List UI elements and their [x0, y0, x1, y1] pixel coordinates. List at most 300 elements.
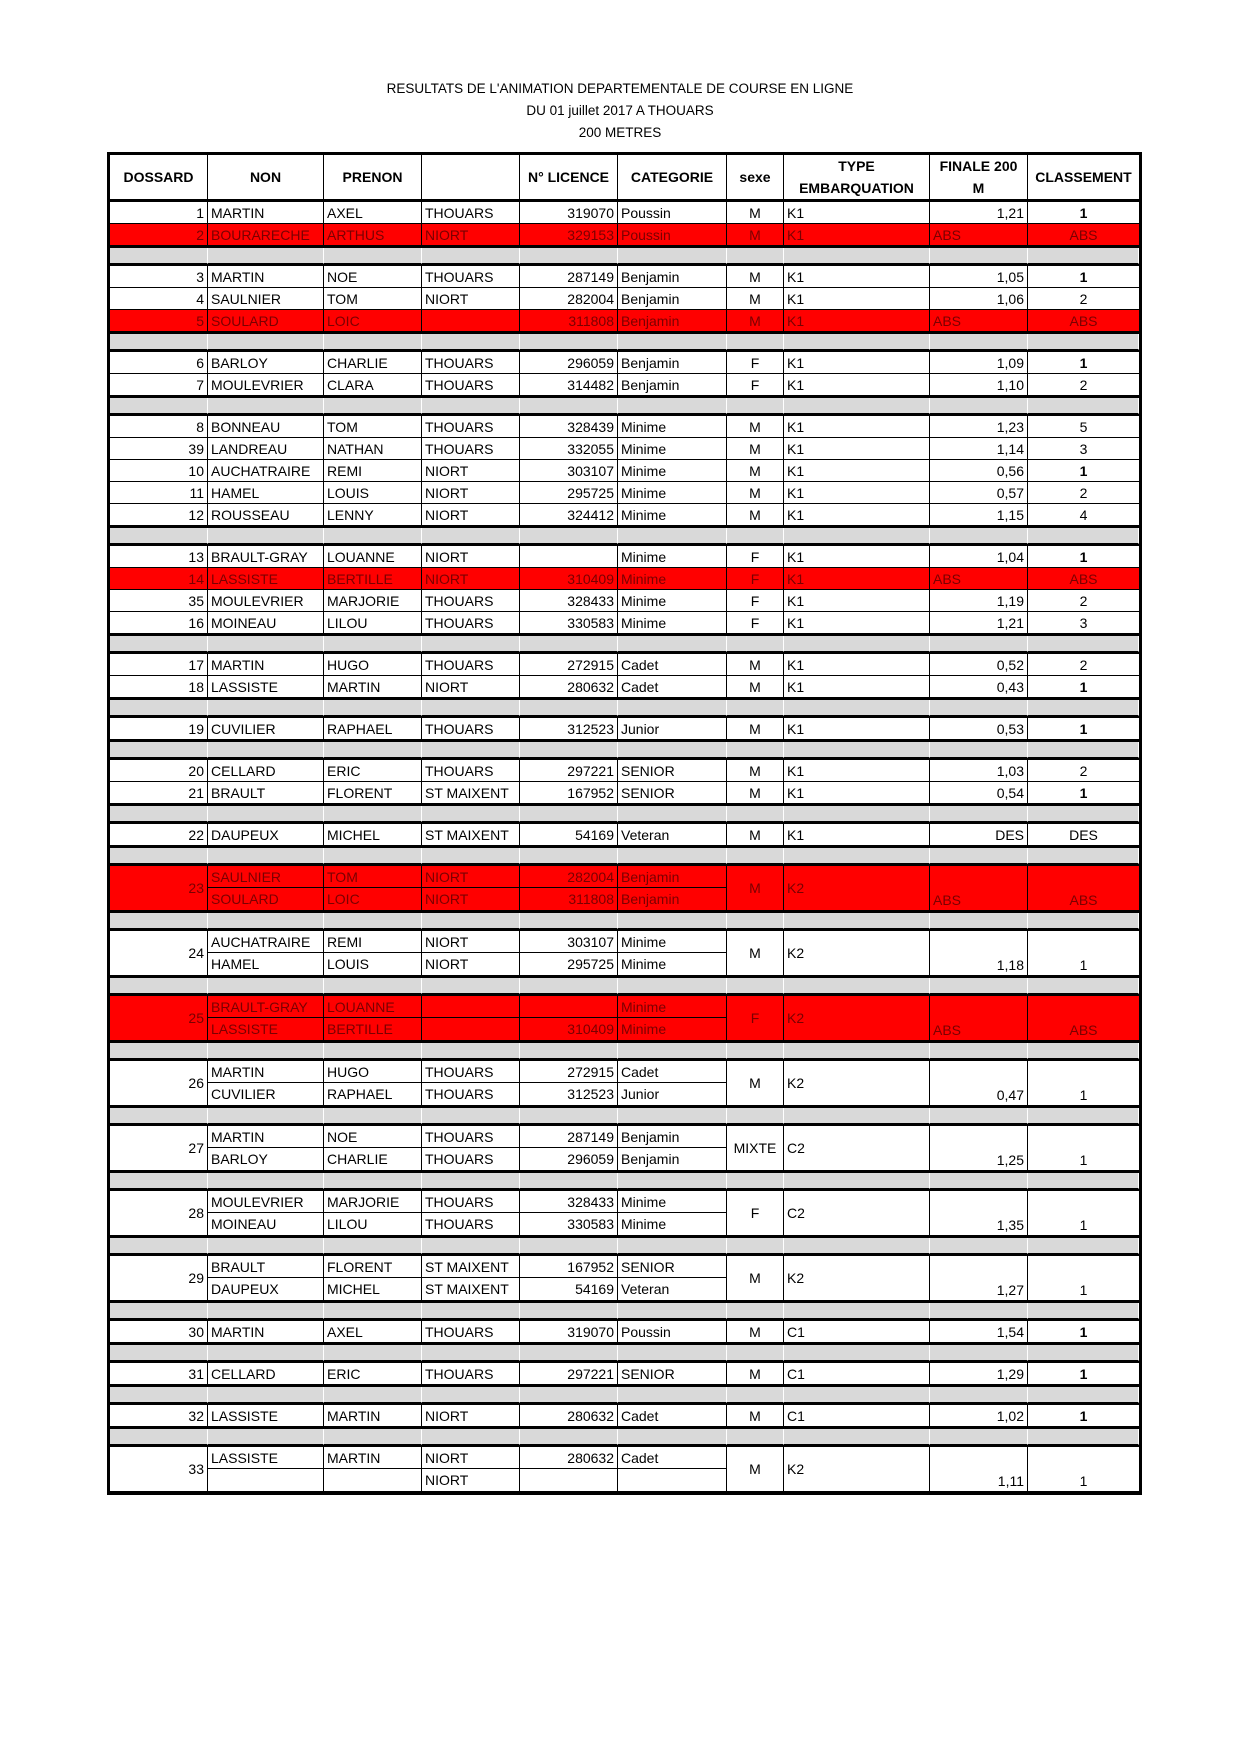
separator-cell — [930, 1108, 1028, 1124]
classement-cell: ABS — [1028, 224, 1139, 246]
sexe-cell: F — [727, 374, 784, 396]
type-cell: K1 — [784, 202, 930, 224]
sexe-cell: M — [727, 202, 784, 224]
separator-cell — [727, 913, 784, 929]
classement-cell: ABS — [1028, 310, 1139, 332]
separator-cell — [930, 978, 1028, 994]
separator-cell — [727, 1429, 784, 1445]
nom-cell: SAULNIER — [208, 288, 324, 310]
separator-cell — [422, 1345, 520, 1361]
categorie-cell: Minime — [618, 504, 727, 526]
nom-cell: LASSISTE — [208, 676, 324, 698]
prenom-cell: LOUANNE — [324, 546, 422, 568]
categorie-cell — [618, 1469, 726, 1491]
club-cell: THOUARS — [422, 718, 520, 740]
separator-cell — [422, 398, 520, 414]
club-cell: NIORT — [425, 891, 469, 907]
nom-cell: MARTIN — [208, 266, 324, 288]
licence-cell: 54169 — [575, 1281, 614, 1297]
temps-cell: 0,53 — [930, 718, 1028, 740]
sexe-cell: M — [727, 760, 784, 782]
temps-cell: ABS — [930, 310, 1028, 332]
sexe-cell: M — [727, 1447, 784, 1491]
separator-cell — [422, 848, 520, 864]
separator-cell — [110, 1387, 208, 1403]
separator-cell — [1028, 248, 1139, 264]
type-cell: K2 — [784, 1061, 930, 1105]
categorie-cell: Benjamin — [618, 1126, 726, 1148]
separator-cell — [520, 1173, 618, 1189]
nom-cell: CUVILIER — [208, 718, 324, 740]
crew-column — [520, 1447, 618, 1491]
classement-cell: 1 — [1028, 460, 1139, 482]
sexe-cell: M — [727, 1256, 784, 1300]
prenom-cell: MARJORIE — [324, 1191, 421, 1213]
separator-cell — [618, 528, 727, 544]
separator-cell — [930, 742, 1028, 758]
separator-cell — [110, 700, 208, 716]
table-row — [110, 1321, 1139, 1343]
licence-cell: 314482 — [520, 374, 618, 396]
separator-cell — [324, 1303, 422, 1319]
separator-row — [110, 1106, 1139, 1126]
licence-cell: 310409 — [567, 1021, 614, 1037]
licence-cell — [520, 1469, 617, 1491]
prenom-cell: ERIC — [324, 1363, 422, 1385]
nom-cell — [208, 1469, 323, 1491]
prenom-cell: REMI — [324, 460, 422, 482]
sexe-cell: F — [727, 1191, 784, 1235]
separator-row — [110, 1385, 1139, 1405]
header-categorie: CATEGORIE — [618, 155, 727, 200]
club-cell — [422, 310, 520, 332]
separator-cell — [784, 1429, 930, 1445]
categorie-cell: Minime — [621, 1216, 667, 1232]
separator-row — [110, 804, 1139, 824]
separator-cell — [784, 1238, 930, 1254]
categorie-cell: SENIOR — [618, 1363, 727, 1385]
type-cell: K1 — [784, 460, 930, 482]
separator-row — [110, 1041, 1139, 1061]
temps-cell: 0,52 — [930, 654, 1028, 676]
classement-cell: 1 — [1028, 546, 1139, 568]
separator-row — [110, 396, 1139, 416]
classement-cell: 1 — [1028, 676, 1139, 698]
categorie-cell: Minime — [618, 546, 727, 568]
table-row — [110, 568, 1139, 590]
sexe-cell: M — [727, 782, 784, 804]
prenom-cell: TOM — [324, 288, 422, 310]
classement-cell: 3 — [1028, 612, 1139, 634]
categorie-cell: Minime — [618, 438, 727, 460]
nom-cell: MOULEVRIER — [208, 374, 324, 396]
categorie-cell: Minime — [618, 1191, 726, 1213]
temps-cell: 1,10 — [930, 374, 1028, 396]
separator-cell — [618, 1303, 727, 1319]
prenom-cell: NATHAN — [324, 438, 422, 460]
separator-cell — [1028, 1387, 1139, 1403]
separator-cell — [422, 978, 520, 994]
separator-cell — [784, 1303, 930, 1319]
separator-cell — [784, 913, 930, 929]
dossard-cell: 25 — [110, 996, 208, 1040]
crew-column — [324, 1061, 422, 1105]
crew-column — [618, 1256, 727, 1300]
classement-cell: 2 — [1028, 760, 1139, 782]
results-table — [107, 152, 1142, 1495]
licence-cell: 311808 — [520, 310, 618, 332]
separator-cell — [784, 700, 930, 716]
prenom-cell — [324, 1469, 421, 1491]
club-cell: THOUARS — [422, 352, 520, 374]
separator-cell — [1028, 1043, 1139, 1059]
crew-column — [618, 931, 727, 975]
crew-column — [422, 1061, 520, 1105]
crew-column — [618, 1447, 727, 1491]
crew-block — [110, 1447, 1139, 1492]
type-cell: K2 — [784, 931, 930, 975]
type-cell: K2 — [784, 996, 930, 1040]
prenom-cell: LOIC — [324, 310, 422, 332]
classement-cell: ABS — [1069, 892, 1098, 908]
separator-cell — [208, 806, 324, 822]
separator-cell — [110, 1345, 208, 1361]
prenom-cell: LOUIS — [324, 482, 422, 504]
club-cell: NIORT — [422, 568, 520, 590]
type-cell: K2 — [784, 866, 930, 910]
separator-cell — [422, 1173, 520, 1189]
sexe-cell: M — [727, 931, 784, 975]
prenom-cell: LOUANNE — [324, 996, 421, 1018]
type-cell: K1 — [784, 568, 930, 590]
nom-cell: CUVILIER — [211, 1086, 276, 1102]
separator-cell — [784, 398, 930, 414]
separator-cell — [727, 248, 784, 264]
sexe-cell: M — [727, 1061, 784, 1105]
type-cell: K1 — [784, 266, 930, 288]
nom-cell: MOULEVRIER — [208, 590, 324, 612]
dossard-cell: 12 — [110, 504, 208, 526]
separator-cell — [110, 528, 208, 544]
separator-row — [110, 911, 1139, 931]
temps-cell: 1,21 — [930, 612, 1028, 634]
separator-row — [110, 634, 1139, 654]
club-cell: THOUARS — [422, 760, 520, 782]
separator-cell — [208, 1238, 324, 1254]
categorie-cell: Benjamin — [618, 266, 727, 288]
licence-cell: 280632 — [520, 1447, 617, 1469]
table-row — [110, 782, 1139, 804]
crew-column — [324, 866, 422, 910]
licence-cell: 295725 — [520, 482, 618, 504]
temps-cell: ABS — [930, 996, 1028, 1040]
sexe-cell: M — [727, 1321, 784, 1343]
separator-cell — [727, 636, 784, 652]
classement-cell: 1 — [1028, 266, 1139, 288]
crew-column — [422, 1256, 520, 1300]
separator-cell — [208, 1108, 324, 1124]
nom-cell: HAMEL — [208, 482, 324, 504]
separator-cell — [110, 248, 208, 264]
crew-column — [324, 1191, 422, 1235]
separator-cell — [727, 1238, 784, 1254]
prenom-cell: BERTILLE — [327, 1021, 393, 1037]
header-prenon: PRENON — [324, 155, 422, 200]
table-header — [110, 155, 1139, 202]
classement-cell: 1 — [1079, 1087, 1088, 1103]
sexe-cell: M — [727, 718, 784, 740]
crew-column — [324, 1447, 422, 1491]
separator-cell — [727, 806, 784, 822]
licence-cell: 280632 — [520, 676, 618, 698]
separator-cell — [1028, 848, 1139, 864]
crew-column — [208, 931, 324, 975]
crew-block — [110, 1256, 1139, 1301]
separator-cell — [784, 334, 930, 350]
separator-cell — [784, 1345, 930, 1361]
separator-cell — [520, 978, 618, 994]
dossard-cell: 24 — [110, 931, 208, 975]
sexe-cell: MIXTE — [727, 1126, 784, 1170]
temps-cell: 0,57 — [930, 482, 1028, 504]
separator-cell — [324, 1173, 422, 1189]
separator-cell — [324, 700, 422, 716]
prenom-cell: FLORENT — [324, 1256, 421, 1278]
separator-cell — [520, 1387, 618, 1403]
table-row — [110, 824, 1139, 846]
temps-cell: 1,21 — [930, 202, 1028, 224]
temps-cell: ABS — [930, 568, 1028, 590]
dossard-cell: 5 — [110, 310, 208, 332]
separator-cell — [727, 742, 784, 758]
separator-cell — [422, 806, 520, 822]
separator-cell — [520, 248, 618, 264]
categorie-cell: Minime — [618, 931, 726, 953]
prenom-cell: HUGO — [324, 1061, 421, 1083]
separator-cell — [208, 1173, 324, 1189]
sexe-cell: M — [727, 438, 784, 460]
sexe-cell: M — [727, 482, 784, 504]
separator-cell — [520, 1303, 618, 1319]
separator-cell — [324, 334, 422, 350]
separator-cell — [727, 528, 784, 544]
nom-cell: LASSISTE — [208, 1405, 324, 1427]
licence-cell: 54169 — [520, 824, 618, 846]
dossard-cell: 10 — [110, 460, 208, 482]
dossard-cell: 1 — [110, 202, 208, 224]
separator-cell — [422, 1108, 520, 1124]
nom-cell: SOULARD — [211, 891, 279, 907]
separator-cell — [618, 334, 727, 350]
type-cell: K1 — [784, 482, 930, 504]
temps-cell: 1,18 — [930, 931, 1028, 975]
separator-cell — [618, 1387, 727, 1403]
licence-cell: 312523 — [520, 718, 618, 740]
type-cell: K1 — [784, 374, 930, 396]
classement-cell: 1 — [1079, 1152, 1088, 1168]
crew-column — [618, 1061, 727, 1105]
categorie-cell: Benjamin — [618, 866, 726, 888]
separator-cell — [1028, 806, 1139, 822]
dossard-cell: 39 — [110, 438, 208, 460]
separator-cell — [727, 978, 784, 994]
header-dossard: DOSSARD — [110, 155, 208, 200]
separator-cell — [520, 1108, 618, 1124]
prenom-cell: MARJORIE — [324, 590, 422, 612]
separator-cell — [422, 248, 520, 264]
table-row — [110, 676, 1139, 698]
separator-cell — [422, 1043, 520, 1059]
type-cell: C1 — [784, 1321, 930, 1343]
club-cell: THOUARS — [422, 202, 520, 224]
nom-cell: SAULNIER — [208, 866, 323, 888]
separator-cell — [208, 398, 324, 414]
type-cell: K1 — [784, 718, 930, 740]
dossard-cell: 11 — [110, 482, 208, 504]
crew-column — [520, 996, 618, 1040]
dossard-cell: 13 — [110, 546, 208, 568]
separator-cell — [324, 1108, 422, 1124]
separator-cell — [1028, 913, 1139, 929]
separator-cell — [618, 1238, 727, 1254]
prenom-cell: MARTIN — [324, 676, 422, 698]
separator-cell — [208, 528, 324, 544]
dossard-cell: 23 — [110, 866, 208, 910]
categorie-cell: Veteran — [618, 824, 727, 846]
type-cell: K1 — [784, 590, 930, 612]
separator-cell — [1028, 528, 1139, 544]
crew-column — [208, 1256, 324, 1300]
dossard-cell: 3 — [110, 266, 208, 288]
separator-cell — [520, 1345, 618, 1361]
temps-cell: 0,47 — [930, 1061, 1028, 1105]
separator-cell — [110, 1303, 208, 1319]
doc-distance: 200 METRES — [578, 125, 662, 140]
separator-cell — [422, 636, 520, 652]
categorie-cell: Minime — [618, 590, 727, 612]
separator-cell — [727, 1345, 784, 1361]
separator-row — [110, 526, 1139, 546]
separator-row — [110, 976, 1139, 996]
separator-cell — [1028, 334, 1139, 350]
categorie-cell: Minime — [621, 1021, 667, 1037]
temps-cell: ABS — [930, 224, 1028, 246]
categorie-cell: Minime — [618, 996, 726, 1018]
nom-cell: AUCHATRAIRE — [208, 460, 324, 482]
temps-cell: 1,04 — [930, 546, 1028, 568]
licence-cell: 319070 — [520, 1321, 618, 1343]
categorie-cell: SENIOR — [618, 782, 727, 804]
dossard-cell: 8 — [110, 416, 208, 438]
nom-cell: BONNEAU — [208, 416, 324, 438]
header-classement: CLASSEMENT — [1028, 155, 1139, 200]
type-cell: K1 — [784, 760, 930, 782]
table-row — [110, 504, 1139, 526]
sexe-cell: M — [727, 824, 784, 846]
prenom-cell: CHARLIE — [324, 352, 422, 374]
separator-cell — [208, 978, 324, 994]
separator-cell — [324, 248, 422, 264]
separator-cell — [784, 528, 930, 544]
separator-cell — [520, 913, 618, 929]
prenom-cell: TOM — [324, 416, 422, 438]
club-cell: ST MAIXENT — [422, 824, 520, 846]
sexe-cell: M — [727, 504, 784, 526]
licence-cell — [520, 996, 617, 1018]
separator-cell — [784, 1387, 930, 1403]
separator-cell — [784, 1108, 930, 1124]
dossard-cell: 32 — [110, 1405, 208, 1427]
classement-cell: 2 — [1028, 590, 1139, 612]
table-row — [110, 1405, 1139, 1427]
prenom-cell: RAPHAEL — [324, 718, 422, 740]
separator-cell — [727, 398, 784, 414]
nom-cell: BRAULT-GRAY — [208, 996, 323, 1018]
categorie-cell: Minime — [618, 416, 727, 438]
crew-column — [520, 1061, 618, 1105]
separator-cell — [930, 528, 1028, 544]
club-cell: THOUARS — [422, 1126, 519, 1148]
crew-column — [208, 1061, 324, 1105]
dossard-cell: 4 — [110, 288, 208, 310]
table-row — [110, 288, 1139, 310]
classement-cell: 3 — [1028, 438, 1139, 460]
table-row — [110, 202, 1139, 224]
sexe-cell: M — [727, 416, 784, 438]
nom-cell: MARTIN — [208, 1126, 323, 1148]
separator-cell — [727, 700, 784, 716]
dossard-cell: 35 — [110, 590, 208, 612]
separator-cell — [618, 1108, 727, 1124]
club-cell: THOUARS — [425, 1216, 494, 1232]
separator-cell — [324, 742, 422, 758]
separator-cell — [520, 1043, 618, 1059]
licence-cell: 287149 — [520, 266, 618, 288]
crew-column — [618, 996, 727, 1040]
club-cell: NIORT — [422, 546, 520, 568]
classement-cell: 1 — [1028, 352, 1139, 374]
licence-cell: 282004 — [520, 866, 617, 888]
separator-cell — [110, 1173, 208, 1189]
separator-cell — [208, 636, 324, 652]
separator-cell — [324, 528, 422, 544]
separator-cell — [1028, 1173, 1139, 1189]
temps-cell: 1,05 — [930, 266, 1028, 288]
dossard-cell: 22 — [110, 824, 208, 846]
type-cell: K2 — [784, 1447, 930, 1491]
nom-cell: BRAULT-GRAY — [208, 546, 324, 568]
nom-cell: ROUSSEAU — [208, 504, 324, 526]
separator-cell — [1028, 636, 1139, 652]
club-cell: NIORT — [422, 224, 520, 246]
separator-row — [110, 332, 1139, 352]
separator-cell — [1028, 1303, 1139, 1319]
categorie-cell: Minime — [618, 568, 727, 590]
separator-cell — [208, 248, 324, 264]
sexe-cell: F — [727, 546, 784, 568]
separator-cell — [422, 1387, 520, 1403]
club-cell: THOUARS — [422, 266, 520, 288]
categorie-cell: Benjamin — [621, 1151, 680, 1167]
crew-column — [208, 996, 324, 1040]
table-row — [110, 374, 1139, 396]
club-cell: NIORT — [422, 931, 519, 953]
type-cell: K1 — [784, 288, 930, 310]
crew-block — [110, 866, 1139, 911]
dossard-cell: 28 — [110, 1191, 208, 1235]
separator-cell — [930, 1429, 1028, 1445]
separator-cell — [110, 806, 208, 822]
